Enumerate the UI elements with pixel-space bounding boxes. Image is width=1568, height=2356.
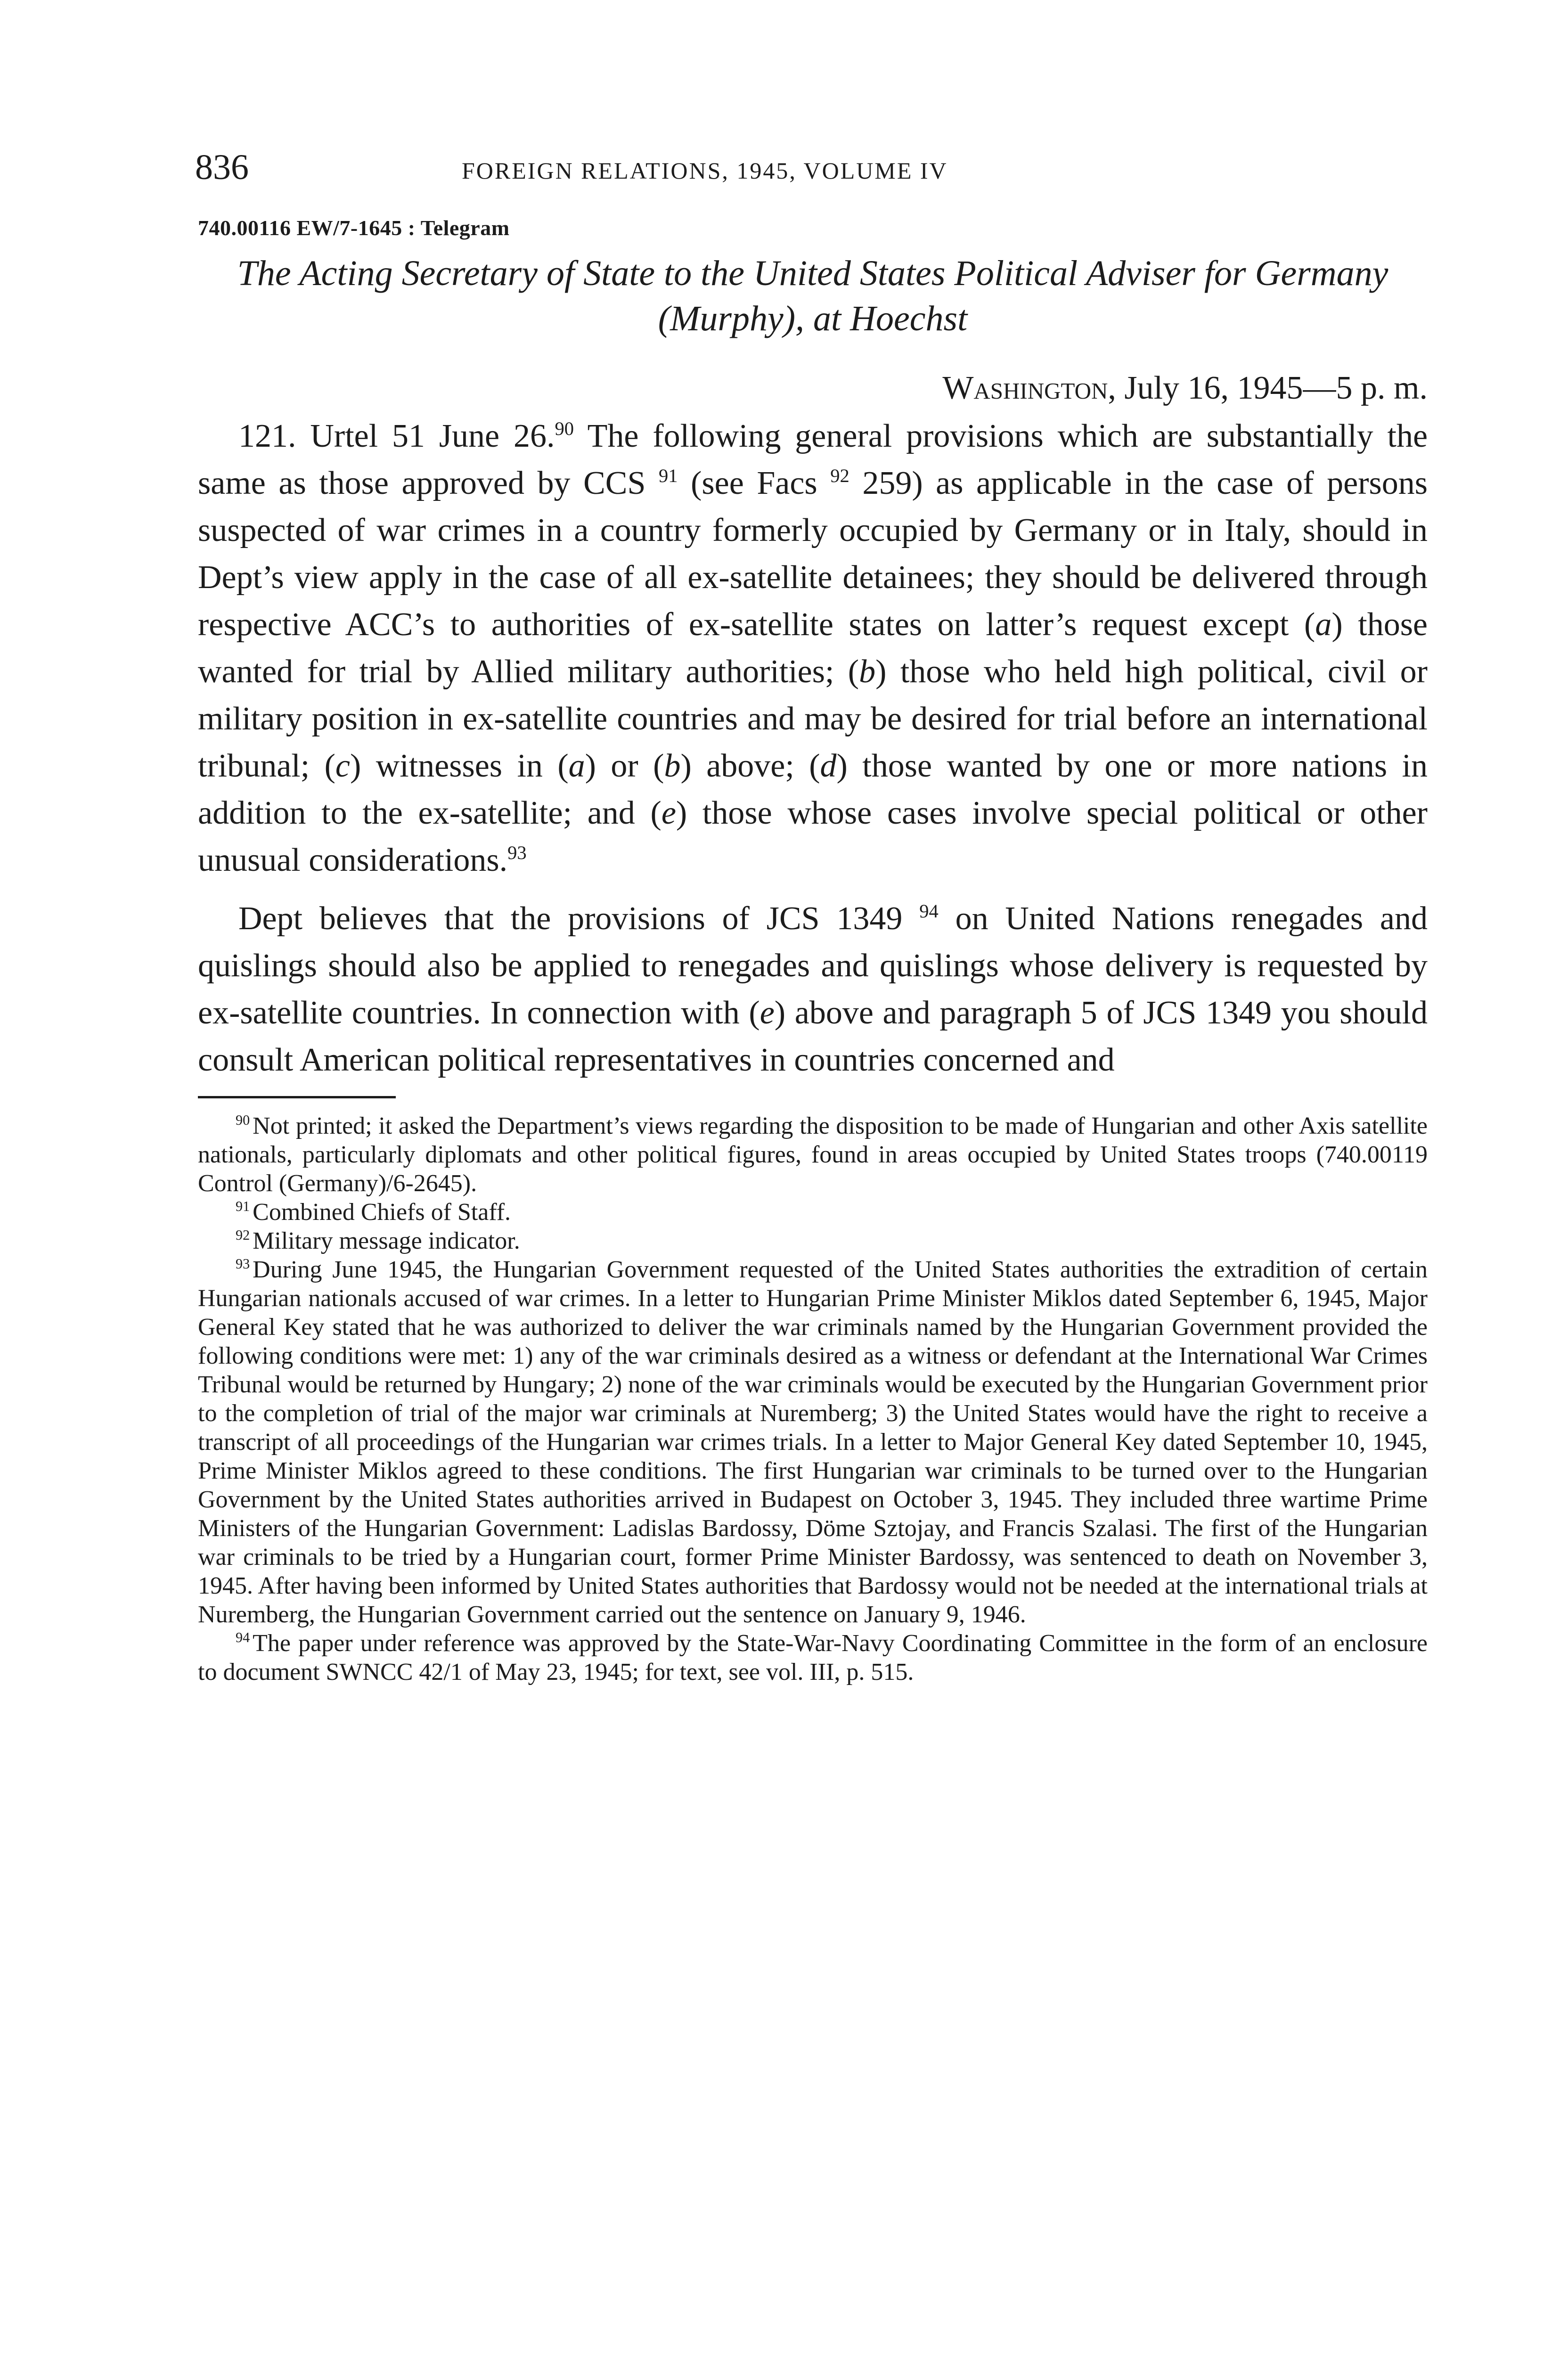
- footnote-ref-92: 92: [830, 465, 849, 486]
- item-letter: a: [568, 748, 585, 784]
- footnote-text: Military message indicator.: [253, 1227, 520, 1254]
- para1-text: ) those wanted for trial by Allied military authorities; (: [198, 606, 1428, 690]
- item-letter: e: [760, 995, 775, 1031]
- document-page: [195, 141, 1428, 1686]
- dateline-place: Washington,: [942, 370, 1116, 406]
- para1-text: ) or (: [585, 748, 664, 784]
- footnote-text: Combined Chiefs of Staff.: [253, 1199, 511, 1226]
- footnote-rule: [198, 1096, 396, 1098]
- para1-text: ) those who held high political, civil or military position in ex-satellite countries and may be desired for trial before an international tribunal; (: [198, 654, 1428, 784]
- document-heading: The Acting Secretary of State to the United States Political Adviser for Germany (Murphy), at Hoechst: [237, 254, 1388, 338]
- footnote-number: 94: [236, 1629, 250, 1646]
- running-head: [195, 141, 1428, 193]
- para2-text: Dept believes that the provisions of JCS 1349: [238, 900, 920, 937]
- footnote-number: 91: [236, 1198, 250, 1215]
- para1-text: The following general provisions which are substantially the same as those approved by CCS: [198, 418, 1428, 501]
- footnote-ref-90: 90: [555, 417, 574, 439]
- para1-text: ) witnesses in (: [350, 748, 569, 784]
- footnote-number: 90: [236, 1112, 250, 1129]
- para1-text: ) those whose cases involve special political or other unusual considerations.: [198, 795, 1428, 878]
- para1-text: 259) as applicable in the case of persons suspected of war crimes in a country formerly occupied by Germany or in Italy, should in Dept’s view apply in the case of all ex-satellite detainees; they should be delivered through respective ACC’s to authorities of ex-satellite states on latter’s request except (: [198, 465, 1428, 643]
- footnotes: [198, 1112, 1428, 1686]
- footnote-number: 92: [236, 1227, 250, 1243]
- para1-text: (see Facs: [678, 465, 831, 501]
- footnote-text: During June 1945, the Hungarian Government requested of the United States authorities the extradition of certain Hungarian nationals accused of war crimes. In a letter to Hungarian Prime Minister Miklos dated September 6, 1945, Major General Key stated that he was authorized to deliver the war criminals named by the Hungarian Government provided the following conditions were met: 1) any of the war criminals desired as a witness or defendant at the International War Crimes Tribunal would be returned by Hungary; 2) none of the war criminals would be executed by the Hungarian Government prior to the completion of trial of the major war criminals at Nuremberg; 3) the United States would have the right to receive a transcript of all proceedings of the Hungarian war crimes trials. In a letter to Major General Key dated September 10, 1945, Prime Minister Miklos agreed to these conditions. The first Hungarian war criminals to be turned over to the Hungarian Government by the United States authorities arrived in Budapest on October 3, 1945. They included three wartime Prime Ministers of the Hungarian Government: Ladislas Bardossy, Döme Sztojay, and Francis Szalasi. The first of the Hungarian war criminals to be tried by a Hungarian court, former Prime Minister Bardossy, was sentenced to death on November 3, 1945. After having been informed by United States authorities that Bardossy would not be needed at the international trials at Nuremberg, the Hungarian Government carried out the sentence on January 9, 1946.: [198, 1256, 1428, 1628]
- body-paragraph-1: [198, 413, 1428, 884]
- footnote-ref-93: 93: [507, 842, 527, 863]
- file-reference: 740.00116 EW/7-1645 : Telegram: [198, 216, 510, 240]
- footnote-92: [198, 1227, 1428, 1255]
- footnote-ref-91: 91: [658, 465, 678, 486]
- footnote-text: Not printed; it asked the Department’s views regarding the disposition to be made of Hungarian and other Axis satellite nationals, particularly diplomats and other political figures, found in areas occupied by United States troops (740.00119 Control (Germany)/6-2645).: [198, 1113, 1428, 1197]
- item-letter: b: [664, 748, 681, 784]
- footnote-90: [198, 1112, 1428, 1198]
- para1-text: 121. Urtel 51 June 26.: [238, 418, 555, 454]
- footnote-text: The paper under reference was approved by the State-War-Navy Coordinating Committee in the form of an enclosure to document SWNCC 42/1 of May 23, 1945; for text, see vol. III, p. 515.: [198, 1630, 1428, 1685]
- item-letter: e: [661, 795, 676, 831]
- item-letter: d: [820, 748, 837, 784]
- dateline: [198, 366, 1428, 411]
- footnote-93: [198, 1255, 1428, 1629]
- page-number: 836: [195, 147, 249, 187]
- item-letter: b: [859, 654, 876, 690]
- body-paragraph-2: [198, 895, 1428, 1084]
- item-letter: a: [1315, 606, 1332, 643]
- footnote-91: [198, 1198, 1428, 1227]
- running-title: FOREIGN RELATIONS, 1945, VOLUME IV: [462, 157, 948, 184]
- para1-text: ) above; (: [680, 748, 820, 784]
- item-letter: c: [335, 748, 350, 784]
- footnote-number: 93: [236, 1256, 250, 1272]
- footnote-ref-94: 94: [919, 900, 939, 922]
- para2-text: ) above and paragraph 5 of JCS 1349 you should consult American political representatives in countries concerned and: [198, 995, 1428, 1078]
- footnote-94: [198, 1629, 1428, 1686]
- para2-text: on United Nations renegades and quislings should also be applied to renegades and quislings whose delivery is requested by ex-satellite countries. In connection with (: [198, 900, 1428, 1031]
- dateline-date: July 16, 1945—5 p. m.: [1116, 370, 1428, 406]
- para1-text: ) those wanted by one or more nations in addition to the ex-satellite; and (: [198, 748, 1428, 831]
